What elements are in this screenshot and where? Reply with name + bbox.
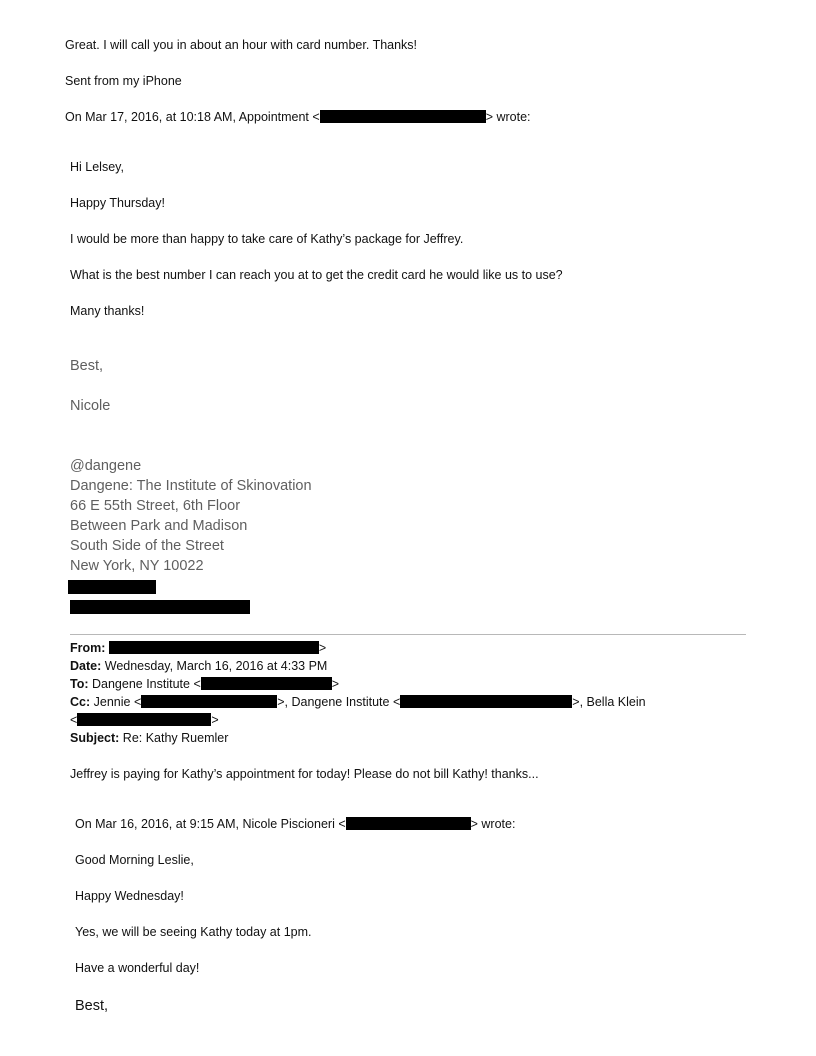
date-value: Wednesday, March 16, 2016 at 4:33 PM [104,659,328,673]
date-label: Date: [70,659,102,673]
divider [70,634,746,635]
redacted-email [77,713,211,726]
to-row [70,676,339,692]
quote-header-prefix: On Mar 17, 2016, at 10:18 AM, Appointment < [65,110,320,124]
cc-line2-prefix: < [70,713,78,727]
signature-address: 66 E 55th Street, 6th Floor [70,498,241,514]
redacted-email [320,110,486,123]
date-row [70,658,327,674]
body-line: I would be more than happy to take care of Kathy’s package for Jeffrey. [70,232,464,246]
redacted-email [201,677,332,690]
redacted-phone [68,580,156,594]
cc-label: Cc: [70,695,91,709]
body-line: Happy Wednesday! [75,889,184,903]
quote-header-suffix: > wrote: [485,110,531,124]
cc-part: Jennie < [93,695,142,709]
earlier-header-suffix: > wrote: [470,817,516,831]
redacted-email [400,695,572,708]
earlier-quote-header [75,816,515,832]
earlier-header-prefix: On Mar 16, 2016, at 9:15 AM, Nicole Piscioneri < [75,817,346,831]
signature-address: New York, NY 10022 [70,558,204,574]
quote-header [65,109,531,125]
redacted-email [141,695,277,708]
body-line: Happy Thursday! [70,196,165,210]
cc-part: >, Dangene Institute < [277,695,401,709]
greeting: Hi Lelsey, [70,160,124,174]
closing: Best, [70,358,104,374]
subject-label: Subject: [70,731,120,745]
to-label: To: [70,677,89,691]
body-line: Yes, we will be seeing Kathy today at 1pm. [75,925,312,939]
signature-address: South Side of the Street [70,538,224,554]
subject-row [70,730,228,746]
redacted-email [346,817,471,830]
reply-signature: Sent from my iPhone [65,74,182,88]
from-label: From: [70,641,106,655]
cc-row-continued [70,712,219,728]
redacted-sender [109,641,319,654]
reply-line: Great. I will call you in about an hour with card number. Thanks! [65,38,418,52]
sender-name: Nicole [70,398,111,414]
signature-handle: @dangene [70,458,142,474]
signature-company: Dangene: The Institute of Skinovation [70,478,312,494]
to-suffix: > [331,677,340,691]
body-line: Many thanks! [70,304,145,318]
to-value: Dangene Institute < [92,677,201,691]
closing: Best, [75,998,109,1014]
cc-part: >, Bella Klein [572,695,646,709]
from-suffix: > [318,641,327,655]
cc-line2-suffix: > [211,713,219,727]
body-line: What is the best number I can reach you at to get the credit card he would like us to use? [70,268,563,282]
signature-address: Between Park and Madison [70,518,248,534]
subject-value: Re: Kathy Ruemler [122,731,229,745]
leslie-body: Jeffrey is paying for Kathy’s appointment for today! Please do not bill Kathy! thanks... [70,767,539,781]
cc-row [70,694,646,710]
from-row [70,640,326,656]
body-line: Have a wonderful day! [75,961,200,975]
redacted-email [70,600,250,614]
greeting: Good Morning Leslie, [75,853,194,867]
